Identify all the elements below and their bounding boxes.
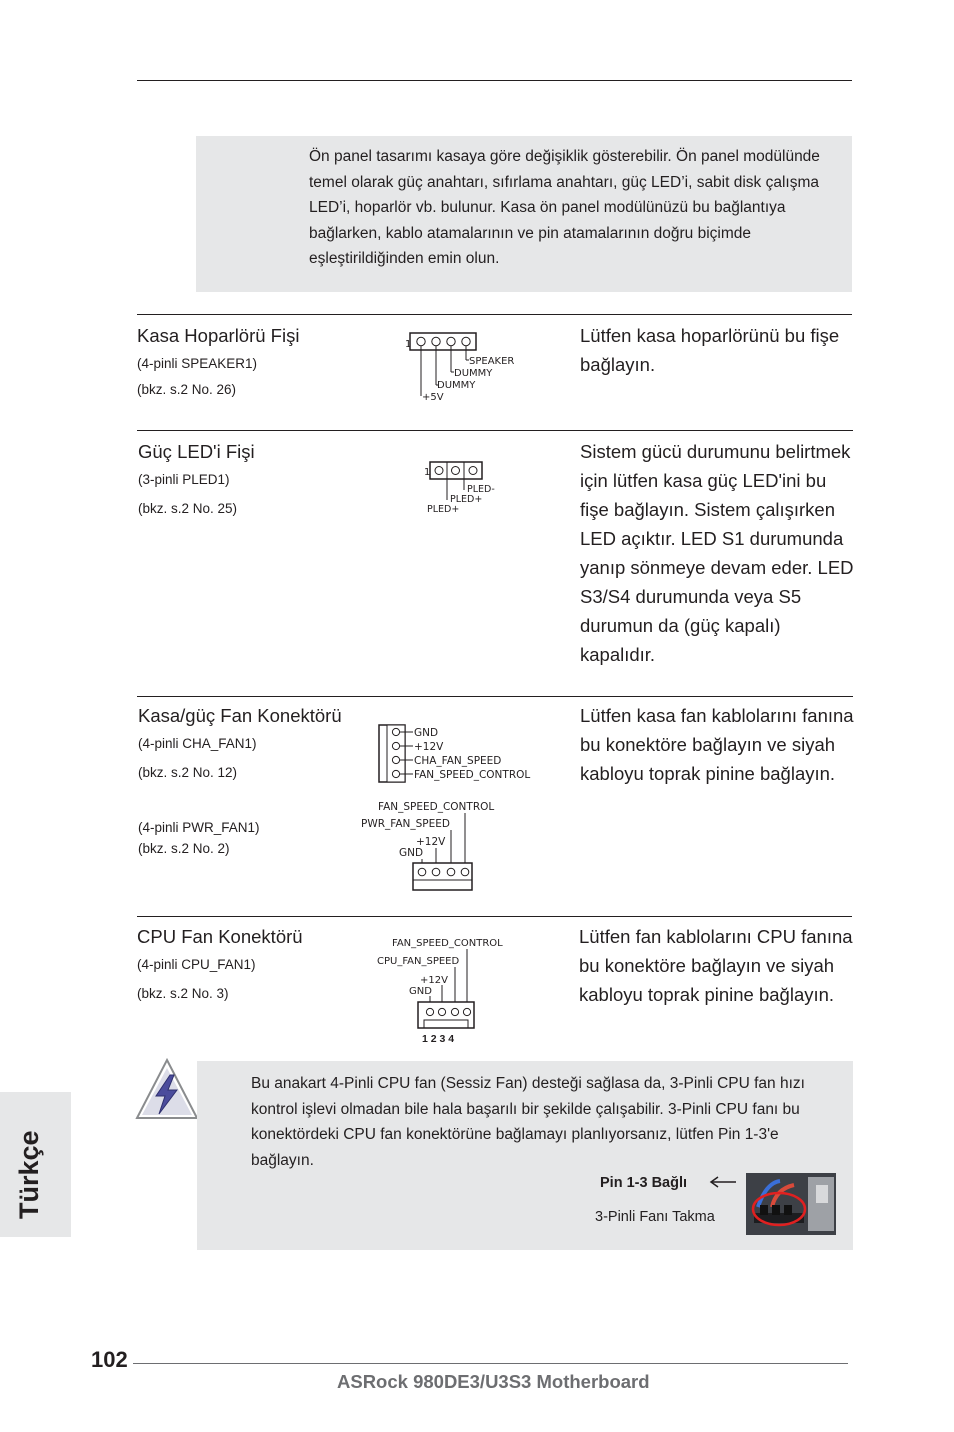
warning-icon	[134, 1058, 200, 1122]
speaker-pin-speaker: SPEAKER	[469, 356, 515, 367]
cha-pin-control: FAN_SPEED_CONTROL	[414, 769, 531, 781]
fan-install-label: 3-Pinli Fanı Takma	[595, 1209, 715, 1225]
pin-connect-label: Pin 1-3 Bağlı	[600, 1175, 688, 1191]
pled-pin1-label: 1	[424, 467, 431, 478]
pwr-fan-header-diagram	[358, 797, 518, 895]
pled-title: Güç LED'i Fişi	[138, 441, 255, 462]
speaker-header-diagram	[400, 328, 530, 406]
pled-pin-plus-2: PLED+	[427, 504, 460, 515]
cpu-pin-numbers: 1 2 3 4	[422, 1033, 455, 1045]
cpufan-rule	[137, 916, 852, 917]
chafan-rule	[137, 696, 853, 697]
cpu-pin-control: FAN_SPEED_CONTROL	[392, 938, 503, 949]
cpu-pin-speed: CPU_FAN_SPEED	[377, 956, 460, 967]
speaker-title: Kasa Hoparlörü Fişi	[137, 325, 300, 346]
pled-pin-minus: PLED-	[467, 484, 495, 495]
speaker-pin1-label: 1	[405, 339, 412, 350]
cpu-fan-header-diagram	[374, 934, 514, 1046]
speaker-reference: (bkz. s.2 No. 26)	[137, 382, 237, 397]
top-rule	[137, 80, 852, 81]
speaker-description: Lütfen kasa hoparlörünü bu fişe bağlayın.	[580, 325, 840, 375]
cpu-pin-12v: +12V	[420, 975, 448, 986]
chafan-description: Lütfen kasa fan kablolarını fanına bu konektöre bağlayın ve siyah kabloyu toprak pinine bağlayın.	[580, 705, 854, 784]
pled-subtitle: (3-pinli PLED1)	[138, 472, 230, 487]
pled-rule	[137, 430, 853, 431]
cpu-fan-note-text: Bu anakart 4-Pinli CPU fan (Sessiz Fan) desteği sağlasa da, 3-Pinli CPU fan hızı kontrol işlevi olmadan bile hala başarılı bir şekilde çalışabilir. 3-Pinli CPU fanı bu konektördeki CPU fan konektörüne bağlamayı planlıyorsanız, lütfen Pin 1-3'e bağlayın.	[251, 1075, 805, 1169]
footer-product-name: ASRock 980DE3/U3S3 Motherboard	[337, 1371, 650, 1392]
language-side-tab-label: Türkçe	[14, 1130, 44, 1219]
speaker-pin-5v: +5V	[422, 392, 444, 403]
cpufan-subtitle: (4-pinli CPU_FAN1)	[137, 957, 256, 972]
cha-pin-12v: +12V	[414, 741, 444, 753]
pwr-pin-12v: +12V	[416, 836, 446, 848]
chafan-reference: (bkz. s.2 No. 12)	[138, 765, 238, 780]
speaker-pin-dummy-1: DUMMY	[454, 368, 493, 379]
fan-connector-photo-art	[746, 1173, 836, 1235]
cha-fan-header-diagram	[375, 722, 545, 784]
cpufan-description: Lütfen fan kablolarını CPU fanına bu konektöre bağlayın ve siyah kabloyu toprak pinine bağlayın.	[579, 926, 853, 1005]
pwrfan-reference: (bkz. s.2 No. 2)	[138, 841, 230, 856]
speaker-pin-dummy-2: DUMMY	[437, 380, 476, 391]
pwr-pin-speed: PWR_FAN_SPEED	[361, 818, 450, 830]
cha-pin-gnd: GND	[414, 727, 439, 739]
pwr-pin-gnd: GND	[399, 847, 424, 859]
cpufan-reference: (bkz. s.2 No. 3)	[137, 986, 229, 1001]
speaker-rule	[137, 314, 852, 315]
cpu-pin-gnd: GND	[409, 986, 432, 997]
page-number: 102	[91, 1347, 128, 1372]
language-side-tab	[0, 1092, 71, 1237]
chafan-title: Kasa/güç Fan Konektörü	[138, 705, 342, 726]
pled-pin-plus-1: PLED+	[450, 494, 483, 505]
speaker-subtitle: (4-pinli SPEAKER1)	[137, 356, 258, 371]
pled-header-diagram	[420, 458, 520, 516]
front-panel-note-text: Ön panel tasarımı kasaya göre değişiklik gösterebilir. Ön panel modülünde temel olarak güç anahtarı, sıfırlama anahtarı, güç LED’i, sabit disk çalışma LED’i, hoparlör vb. bulunur. Kasa ön panel modülünüzü bu bağlantıya bağlarken, kablo atamalarının ve pin atamalarının doğru biçimde eşleştirildiğinden emin olun.	[309, 148, 820, 267]
footer-rule	[133, 1363, 848, 1364]
cha-pin-speed: CHA_FAN_SPEED	[414, 755, 502, 767]
pwrfan-subtitle: (4-pinli PWR_FAN1)	[138, 820, 260, 835]
chafan-subtitle: (4-pinli CHA_FAN1)	[138, 736, 257, 751]
fan-connector-photo	[746, 1173, 836, 1235]
cpufan-title: CPU Fan Konektörü	[137, 926, 303, 947]
arrow-left-icon	[708, 1175, 738, 1189]
pled-description: Sistem gücü durumunu belirtmek için lütfen kasa güç LED'ini bu fişe bağlayın. Sistem çalışırken LED açıktır. LED S1 durumunda yanıp sönmeye devam eder. LED S3/S4 durumunda veya S5 durumun da (güç kapalı) kapalıdır.	[580, 441, 854, 665]
pwr-pin-control: FAN_SPEED_CONTROL	[378, 801, 495, 813]
pled-reference: (bkz. s.2 No. 25)	[138, 501, 238, 516]
